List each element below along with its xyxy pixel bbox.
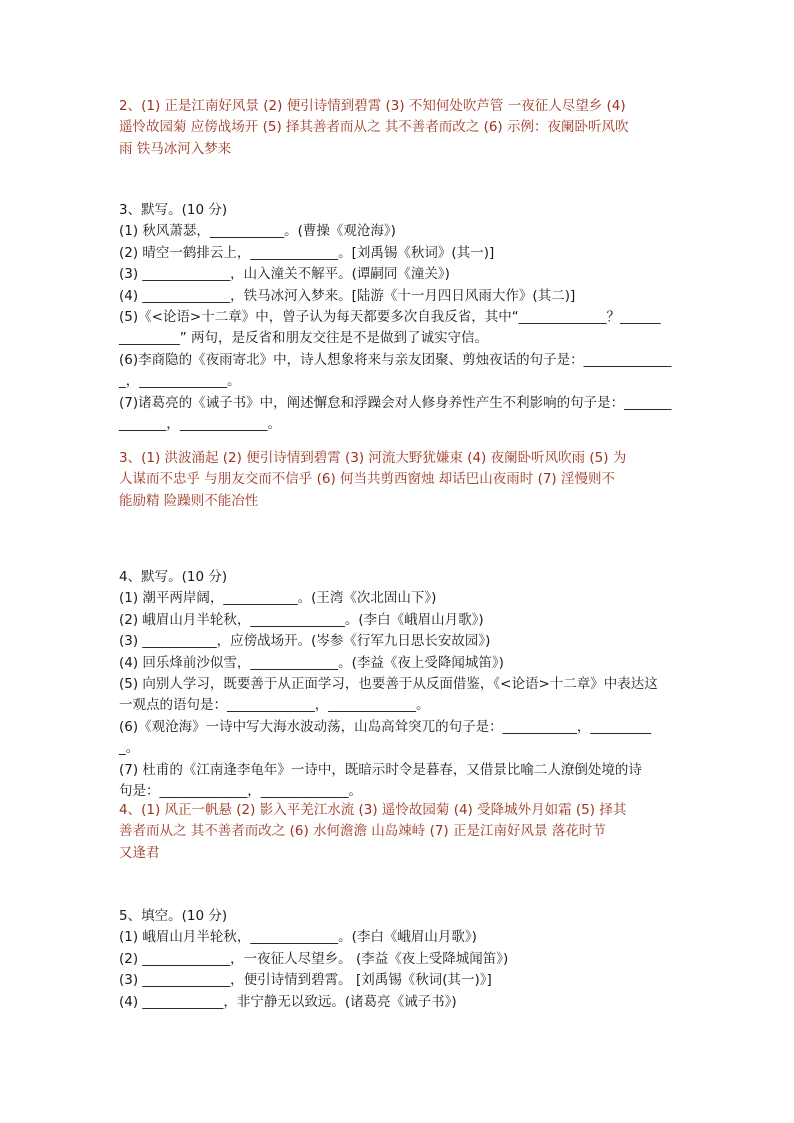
answer-block-3 xyxy=(119,448,679,512)
answer-line: 2、(1) 正是江南好风景 (2) 便引诗情到碧霄 (3) 不知何处吹芦管 一夜征人尽望乡 (4) xyxy=(119,98,626,114)
answer-line: 雨 铁马冰河入梦来 xyxy=(119,140,232,157)
question-line: (5)《<论语>十二章》中，曾子认为每天都要多次自我反省，其中“_____________？______ xyxy=(119,308,661,325)
question-line: (6)李商隐的《夜雨寄北》中，诗人想象将来与亲友团聚、剪烛夜话的句子是：_____________ xyxy=(119,351,672,368)
question-line: (6)《观沧海》一诗中写大海水波动荡，山岛高耸突兀的句子是：___________，_________ xyxy=(119,718,652,735)
answer-line: 遥怜故园菊 应傍战场开 (5) 择其善者而从之 其不善者而改之 (6) 示例：夜阑卧听风吹 xyxy=(119,119,629,136)
question-title: 5、填空。(10 分) xyxy=(119,908,228,924)
question-block-5 xyxy=(119,906,679,1013)
question-line: (7)诸葛亮的《诫子书》中，阐述懈怠和浮躁会对人修身养性产生不利影响的句子是：_______ xyxy=(119,394,672,411)
question-line: (2) _____________，一夜征人尽望乡。 (李益《夜上受降城闻笛》) xyxy=(119,950,509,967)
question-line: (5) 向别人学习，既要善于从正面学习，也要善于从反面借鉴，《<论语>十二章》中表达这 xyxy=(119,675,658,692)
question-title: 3、默写。(10 分) xyxy=(119,202,228,218)
question-line: (4) ____________，非宁静无以致远。(诸葛亮《诫子书》) xyxy=(119,993,457,1010)
answer-line: 又逢君 xyxy=(119,844,160,861)
question-line: (4) _____________，铁马冰河入梦来。[陆游《十一月四日风雨大作》(其二)] xyxy=(119,287,576,304)
question-line: (3) _____________，山入潼关不解平。(谭嗣同《潼关》) xyxy=(119,266,450,283)
question-line: (1) 峨眉山月半轮秋，_____________。(李白《峨眉山月歌》) xyxy=(119,929,477,946)
answer-line: 3、(1) 洪波涌起 (2) 便引诗情到碧霄 (3) 河流大野犹嫌束 (4) 夜阑卧听风吹雨 (5) 为 xyxy=(119,450,627,466)
question-block-4 xyxy=(119,567,679,802)
question-line: (1) 潮平两岸阔，___________。(王湾《次北固山下》) xyxy=(119,590,437,607)
question-line: _，_____________。 xyxy=(119,373,241,390)
answer-line: 人谋而不忠乎 与朋友交而不信乎 (6) 何当共剪西窗烛 却话巴山夜雨时 (7) 淫慢则不 xyxy=(119,471,615,488)
question-line: (2) 晴空一鹤排云上，_____________。[刘禹锡《秋词》(其一)] xyxy=(119,244,495,261)
question-block-3 xyxy=(119,200,679,435)
question-line: (7) 杜甫的《江南逢李龟年》一诗中，既暗示时令是暮春，又借景比喻二人潦倒处境的诗 xyxy=(119,761,642,778)
question-line: 一观点的语句是：_____________，_____________。 xyxy=(119,697,430,714)
answer-line: 4、(1) 风正一帆悬 (2) 影入平羌江水流 (3) 遥怜故园菊 (4) 受降城外月如霜 (5) 择其 xyxy=(119,802,627,818)
question-line: (3) ___________，应傍战场开。(岑参《行军九日思长安故园》) xyxy=(119,633,491,650)
question-line: _______，_____________。 xyxy=(119,415,281,432)
answer-block-4 xyxy=(119,800,679,864)
question-line: (3) _____________，便引诗情到碧霄。 [刘禹锡《秋词(其一)》] xyxy=(119,972,492,989)
question-line: 句是：_____________，_____________。 xyxy=(119,782,362,799)
question-title: 4、默写。(10 分) xyxy=(119,569,228,585)
question-line: (4) 回乐烽前沙似雪，_____________。(李益《夜上受降闻城笛》) xyxy=(119,654,504,671)
question-line: _________” 两句，是反省和朋友交往是不是做到了诚实守信。 xyxy=(119,330,489,347)
answer-line: 能励精 险躁则不能冶性 xyxy=(119,492,259,509)
answer-block-2 xyxy=(119,96,679,160)
question-line: (1) 秋风萧瑟，___________。(曹操《观沧海》) xyxy=(119,223,396,240)
answer-line: 善者而从之 其不善者而改之 (6) 水何澹澹 山岛竦峙 (7) 正是江南好风景 落花时节 xyxy=(119,823,606,840)
question-line: (2) 峨眉山月半轮秋，______________。(李白《峨眉山月歌》) xyxy=(119,611,484,628)
question-line: _。 xyxy=(119,740,140,757)
